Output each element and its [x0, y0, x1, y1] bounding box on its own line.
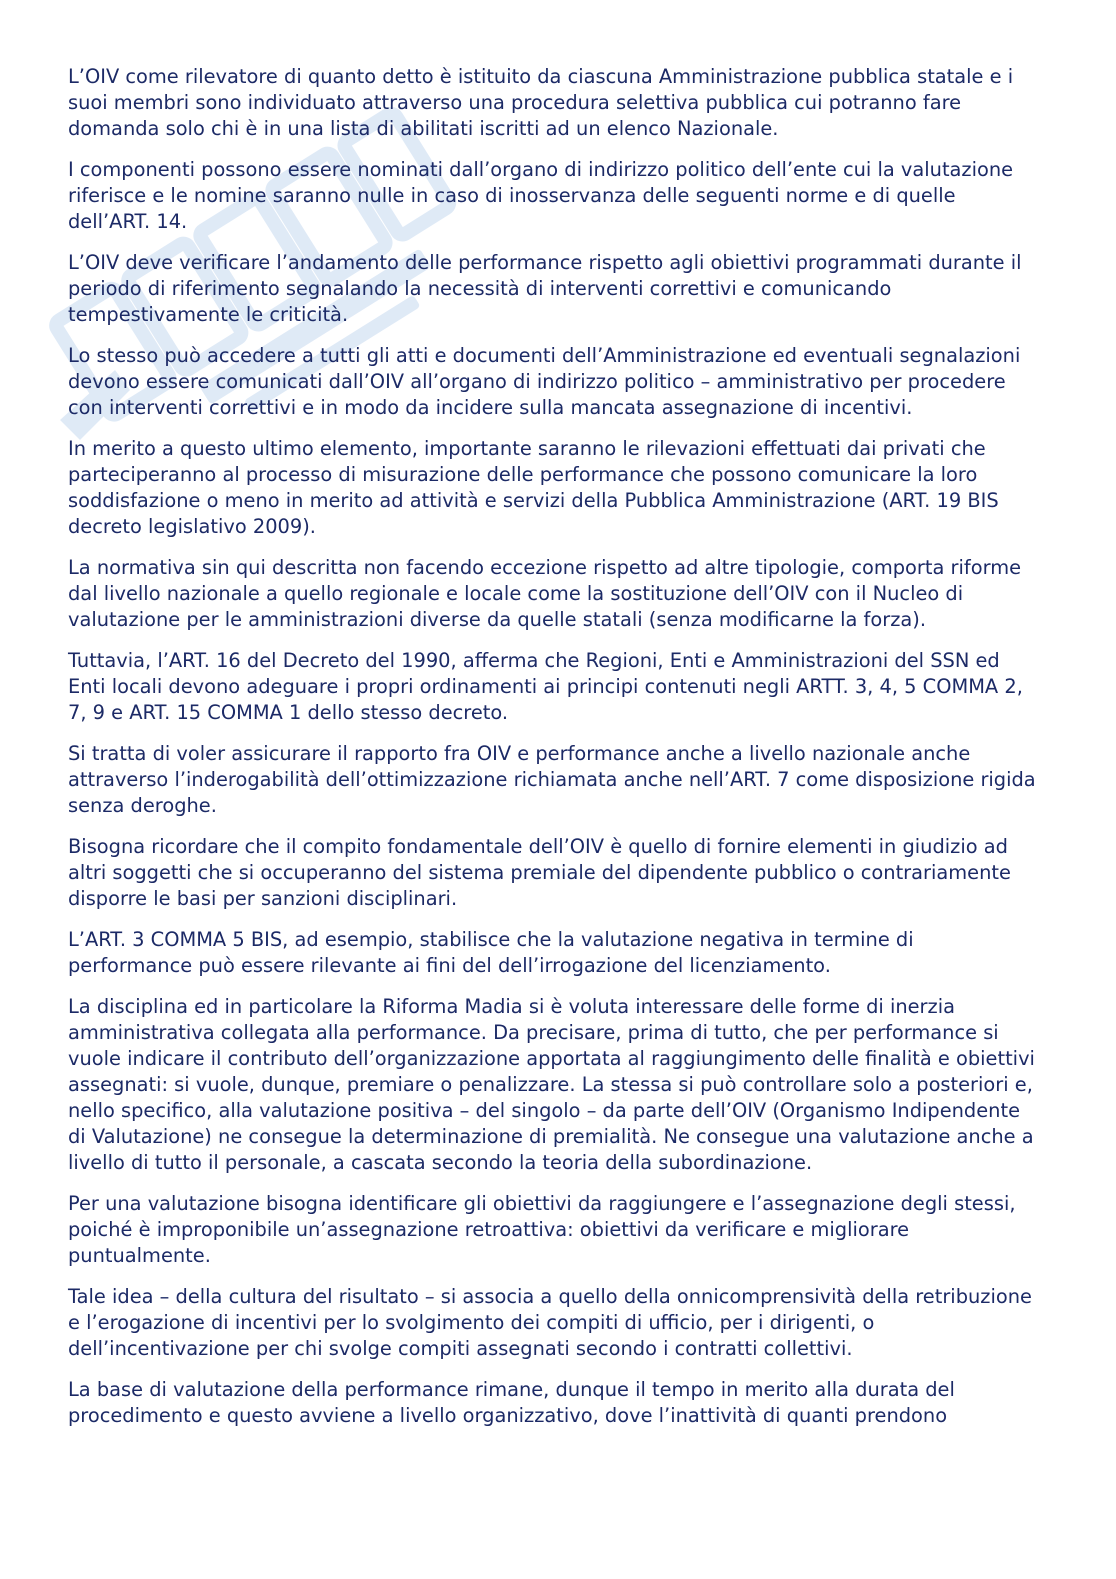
paragraph: La disciplina ed in particolare la Riforma Madia si è voluta interessare delle forme di inerzia amministrativa collegata alla performance. Da precisare, prima di tutto, che per performance si vuole indicare il contributo dell’organizzazione apportata al raggiungimento delle finalità e obiettivi assegnati: si vuole, dunque, premiare o penalizzare. La stessa si può controllare solo a posteriori e, nello specifico, alla valutazione positiva – del singolo – da parte dell’OIV (Organismo Indipendente di Valutazione) ne consegue la determinazione di premialità. Ne consegue una valutazione anche a livello di tutto il personale, a cascata secondo la teoria della subordinazione. [68, 995, 1035, 1174]
paragraph: Bisogna ricordare che il compito fondamentale dell’OIV è quello di fornire elementi in giudizio ad altri soggetti che si occuperanno del sistema premiale del dipendente pubblico o contrariamente disporre le basi per sanzioni disciplinari. [68, 835, 1011, 910]
paragraph: I componenti possono essere nominati dall’organo di indirizzo politico dell’ente cui la valutazione riferisce e le nomine saranno nulle in caso di inosservanza delle seguenti norme e di quelle dell’ART. 14. [68, 158, 1014, 233]
paragraph: La normativa sin qui descritta non facendo eccezione rispetto ad altre tipologie, comporta riforme dal livello nazionale a quello regionale e locale come la sostituzione dell’OIV con il Nucleo di valutazione per le amministrazioni diverse da quelle statali (senza modificarne la forza). [68, 556, 1022, 631]
paragraph: L’OIV deve verificare l’andamento delle performance rispetto agli obiettivi programmati durante il periodo di riferimento segnalando la necessità di interventi correttivi e comunicando tempestivamente le criticità. [68, 251, 1022, 326]
paragraph: In merito a questo ultimo elemento, importante saranno le rilevazioni effettuati dai privati che parteciperanno al processo di misurazione delle performance che possono comunicare la loro soddisfazione o meno in merito ad attività e servizi della Pubblica Amministrazione (ART. 19 BIS decreto legislativo 2009). [68, 437, 999, 538]
paragraph: Lo stesso può accedere a tutti gli atti e documenti dell’Amministrazione ed eventuali segnalazioni devono essere comunicati dall’OIV all’organo di indirizzo politico – amministrativo per procedere con interventi correttivi e in modo da incidere sulla mancata assegnazione di incentivi. [68, 344, 1021, 419]
paragraph: L’ART. 3 COMMA 5 BIS, ad esempio, stabilisce che la valutazione negativa in termine di performance può essere rilevante ai fini del dell’irrogazione del licenziamento. [68, 928, 914, 977]
paragraph: Per una valutazione bisogna identificare gli obiettivi da raggiungere e l’assegnazione degli stessi, poiché è improponibile un’assegnazione retroattiva: obiettivi da verificare e migliorare puntualmente. [68, 1192, 1016, 1267]
paragraph: Tale idea – della cultura del risultato – si associa a quello della onnicomprensività della retribuzione e l’erogazione di incentivi per lo svolgimento dei compiti di ufficio, per i dirigenti, o dell’incentivazione per chi svolge compiti assegnati secondo i contratti collettivi. [68, 1285, 1032, 1360]
paragraph: Si tratta di voler assicurare il rapporto fra OIV e performance anche a livello nazionale anche attraverso l’inderogabilità dell’ottimizzazione richiamata anche nell’ART. 7 come disposizione rigida senza deroghe. [68, 742, 1036, 817]
paragraph: L’OIV come rilevatore di quanto detto è istituito da ciascuna Amministrazione pubblica statale e i suoi membri sono individuato attraverso una procedura selettiva pubblica cui potranno fare domanda solo chi è in una lista di abilitati iscritti ad un elenco Nazionale. [68, 65, 1014, 140]
paragraph: Tuttavia, l’ART. 16 del Decreto del 1990, afferma che Regioni, Enti e Amministrazioni del SSN ed Enti locali devono adeguare i propri ordinamenti ai principi contenuti negli ARTT. 3, 4, 5 COMMA 2, 7, 9 e ART. 15 COMMA 1 dello stesso decreto. [68, 649, 1023, 724]
document-body [68, 64, 1043, 1444]
paragraph: La base di valutazione della performance rimane, dunque il tempo in merito alla durata del procedimento e questo avviene a livello organizzativo, dove l’inattività di quanti prendono [68, 1378, 955, 1427]
